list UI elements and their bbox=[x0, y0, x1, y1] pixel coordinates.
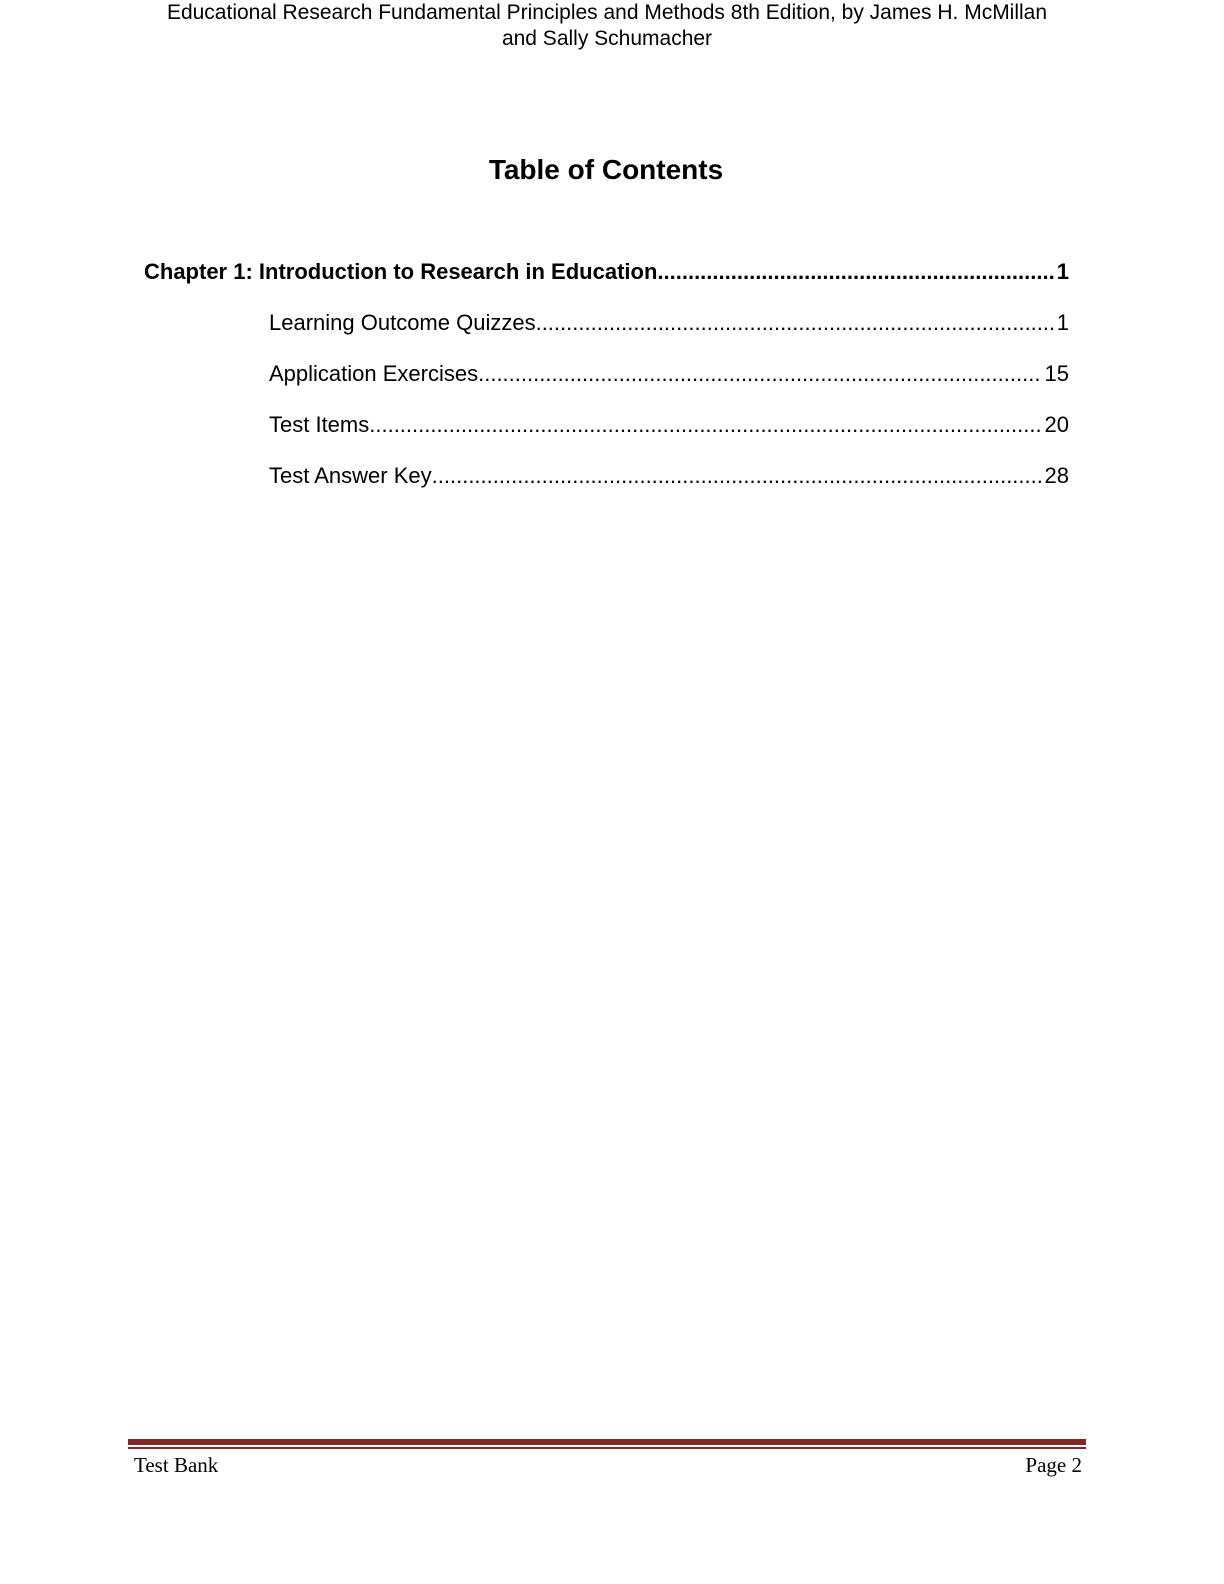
toc-entry-page: 20 bbox=[1044, 412, 1069, 437]
running-header bbox=[140, 0, 1074, 52]
footer-page-number: Page 2 bbox=[1025, 1453, 1082, 1477]
toc-entry[interactable] bbox=[269, 359, 1069, 389]
toc-entry-label: Learning Outcome Quizzes bbox=[269, 310, 536, 335]
toc-leader-dots bbox=[536, 308, 1054, 338]
toc-entry-page: 28 bbox=[1044, 463, 1069, 488]
toc-entry-label: Chapter 1: Introduction to Research in Education bbox=[144, 259, 658, 284]
header-line-2: and Sally Schumacher bbox=[501, 27, 713, 50]
toc-entry[interactable] bbox=[269, 308, 1069, 338]
toc-entry-page: 1 bbox=[1056, 310, 1069, 335]
toc-leader-dots bbox=[369, 410, 1041, 440]
footer-rule-thin bbox=[128, 1447, 1086, 1449]
header-line-1: Educational Research Fundamental Principles and Methods 8th Edition, by James H. McMillan bbox=[166, 1, 1048, 24]
toc-leader-dots bbox=[657, 257, 1053, 287]
toc-entry-label: Application Exercises bbox=[269, 361, 479, 386]
toc-entry[interactable] bbox=[269, 461, 1069, 491]
toc-entry-label: Test Items bbox=[269, 412, 370, 437]
footer-left-text: Test Bank bbox=[134, 1453, 219, 1477]
toc-entry-page: 1 bbox=[1056, 259, 1069, 284]
toc-chapter-entry[interactable] bbox=[144, 257, 1069, 287]
footer-rule-thick bbox=[128, 1439, 1086, 1445]
toc-entry[interactable] bbox=[269, 410, 1069, 440]
toc-entry-page: 15 bbox=[1044, 361, 1069, 386]
toc-entry-label: Test Answer Key bbox=[269, 463, 432, 488]
toc-leader-dots bbox=[432, 461, 1042, 491]
toc-title: Table of Contents bbox=[488, 154, 724, 185]
toc-leader-dots bbox=[478, 359, 1041, 389]
